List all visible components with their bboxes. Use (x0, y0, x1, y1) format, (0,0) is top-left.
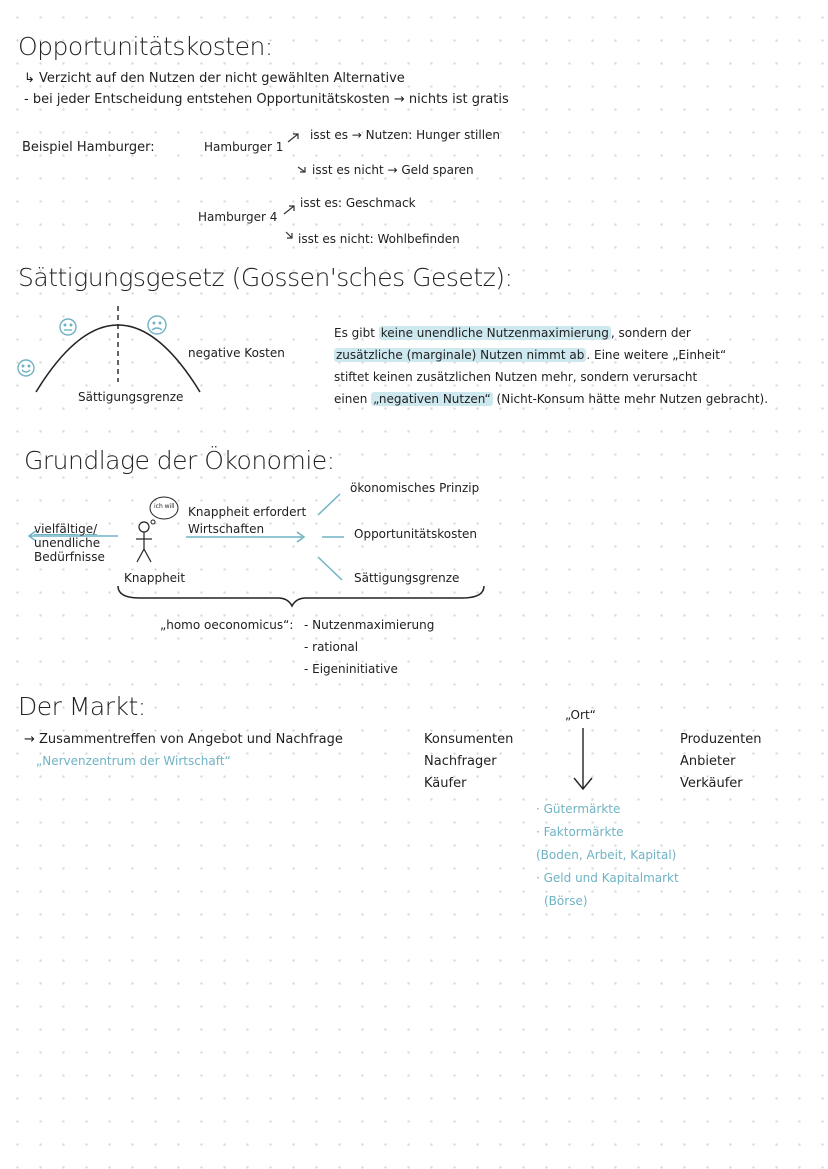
opportunity-note: - bei jeder Entscheidung entstehen Opportunitätskosten → nichts ist gratis (24, 92, 509, 107)
principle-label: ökonomisches Prinzip (350, 481, 480, 495)
hamburger-1-option-a: isst es → Nutzen: Hunger stillen (310, 128, 501, 142)
hamburger-4-option-a: isst es: Geschmack (300, 196, 416, 210)
hamburger-1-option-b: isst es nicht → Geld sparen (312, 163, 474, 177)
scarcity-label: Knappheit (124, 571, 186, 585)
hamburger-4-label: Hamburger 4 (198, 210, 278, 224)
thought-bubble-text: ich will (154, 503, 175, 510)
highlight-negative-utility: „negativen Nutzen“ (373, 392, 491, 406)
limit-label: Sättigungsgrenze (354, 571, 460, 585)
saturation-limit-label: Sättigungsgrenze (78, 390, 184, 404)
highlight-no-infinite: keine unendliche Nutzenmaximierung (380, 326, 609, 340)
hamburger-1-label: Hamburger 1 (204, 140, 284, 154)
needs-label: vielfältige/ unendliche Bedürfnisse (34, 522, 105, 564)
example-label: Beispiel Hamburger: (22, 140, 155, 155)
market-types-list: · Gütermärkte · Faktormärkte (Boden, Arbeit, Kapital) · Geld und Kapitalmarkt (Börse) (536, 802, 679, 908)
highlight-marginal: zusätzliche (marginale) Nutzen nimmt ab (336, 348, 585, 362)
saturation-paragraph: Es gibt keine unendliche Nutzenmaximierung , sondern der zusätzliche (marginale) Nutzen nimmt ab . Eine weitere „Einheit“ stiftet keinen zusätzlichen Nutzen mehr, sondern verursacht einen „negativen Nutzen“ (Nicht-Konsum hätte mehr Nutzen gebracht). (334, 326, 769, 406)
opportunity-cost-label: Opportunitätskosten (354, 527, 478, 541)
hamburger-4-option-b: isst es nicht: Wohlbefinden (298, 232, 460, 246)
trait-utility-max: - Nutzenmaximierung (304, 618, 435, 632)
negative-cost-label: negative Kosten (188, 346, 285, 360)
trait-rational: - rational (304, 640, 359, 654)
place-label: „Ort“ (565, 708, 596, 722)
trait-initiative: - Eigeninitiative (304, 662, 398, 676)
opportunity-definition: ↳ Verzicht auf den Nutzen der nicht gewählten Alternative (24, 71, 405, 86)
market-heading: Der Markt: (18, 692, 146, 721)
opportunity-heading: Opportunitätskosten: (18, 32, 273, 61)
market-definition: → Zusammentreffen von Angebot und Nachfrage (24, 732, 343, 747)
economy-heading: Grundlage der Ökonomie: (24, 446, 335, 475)
consumers-list: Konsumenten Nachfrager Käufer (424, 732, 514, 791)
saturation-heading: Sättigungsgesetz (Gossen'sches Gesetz): (18, 263, 513, 292)
requires-label: Knappheit erfordert Wirtschaften (188, 505, 307, 536)
producers-list: Produzenten Anbieter Verkäufer (680, 732, 762, 791)
market-quote: „Nervenzentrum der Wirtschaft“ (36, 754, 231, 768)
homo-oeconomicus-label: „homo oeconomicus“: (160, 618, 294, 632)
